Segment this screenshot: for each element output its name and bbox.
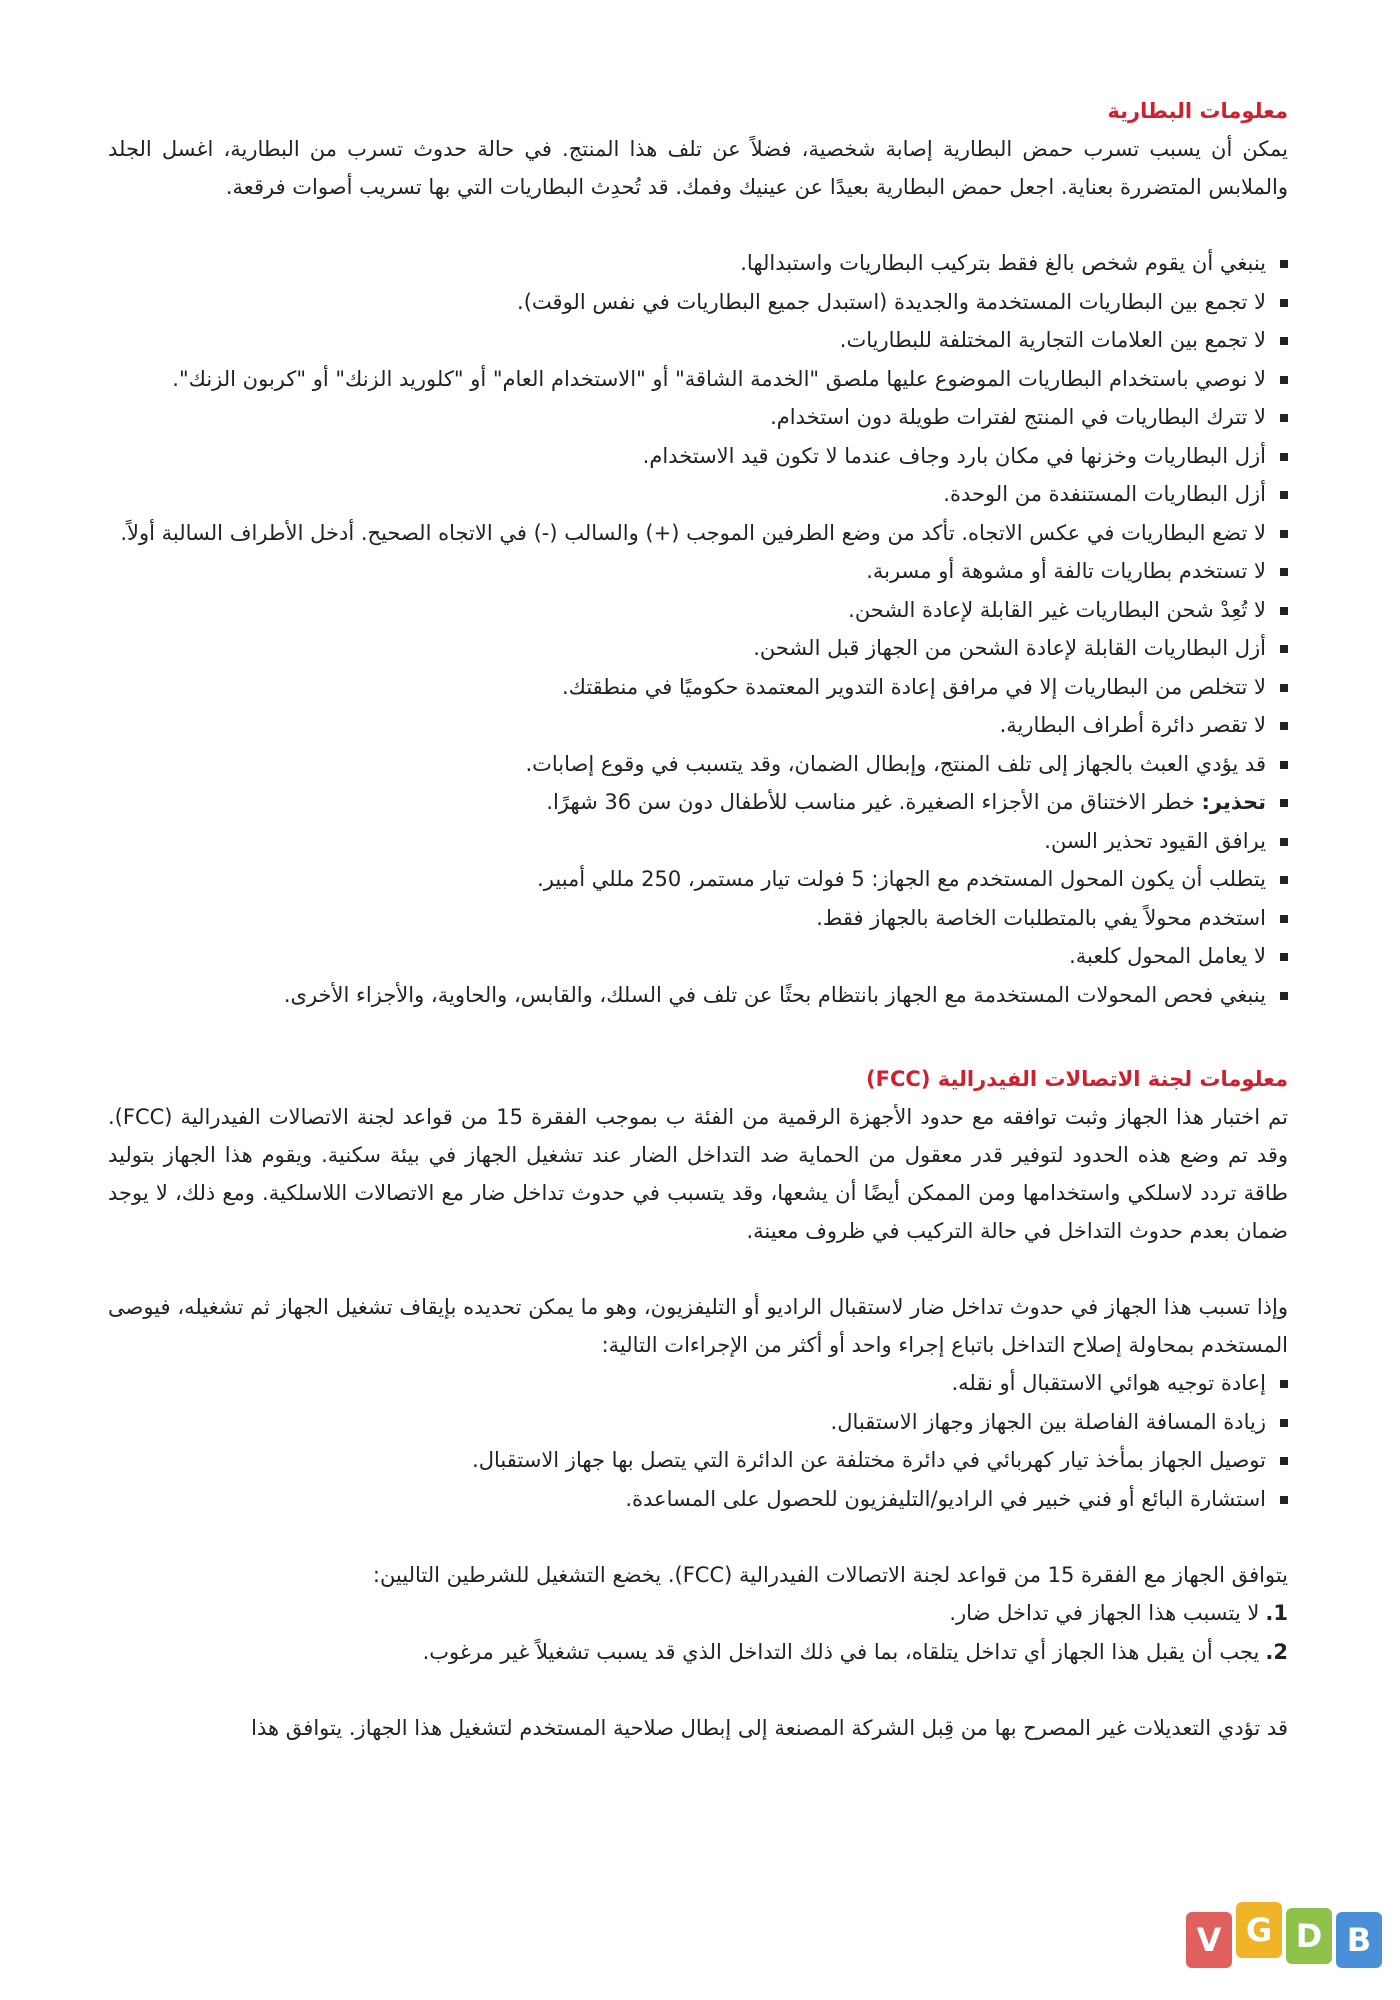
list-item: توصيل الجهاز بمأخذ تيار كهربائي في دائرة مختلفة عن الدائرة التي يتصل بها جهاز الاستقبال. (108, 1441, 1288, 1480)
warning-label: تحذير: (1201, 790, 1266, 814)
document-page (108, 92, 1288, 1747)
warning-item (108, 783, 1288, 822)
list-item: ينبغي أن يقوم شخص بالغ فقط بتركيب البطاريات واستبدالها. (108, 244, 1288, 283)
vgdb-logo (1186, 1912, 1382, 1968)
list-item: لا تُعِدْ شحن البطاريات غير القابلة لإعادة الشحن. (108, 591, 1288, 630)
list-item: يرافق القيود تحذير السن. (108, 822, 1288, 861)
list-item: لا يعامل المحول كلعبة. (108, 937, 1288, 976)
list-item: إعادة توجيه هوائي الاستقبال أو نقله. (108, 1364, 1288, 1403)
battery-bullet-list (108, 244, 1288, 1014)
condition-text: يجب أن يقبل هذا الجهاز أي تداخل يتلقاه، بما في ذلك التداخل الذي قد يسبب تشغيلاً غير مرغوب. (422, 1639, 1260, 1664)
list-item: استشارة البائع أو فني خبير في الراديو/التليفزيون للحصول على المساعدة. (108, 1480, 1288, 1519)
condition-number: 2. (1265, 1639, 1288, 1664)
fcc-final-paragraph: قد تؤدي التعديلات غير المصرح بها من قِبل الشركة المصنعة إلى إبطال صلاحية المستخدم لتشغيل هذا الجهاز. يتوافق هذا (251, 1716, 1288, 1740)
list-item: لا تتخلص من البطاريات إلا في مرافق إعادة التدوير المعتمدة حكوميًا في منطقتك. (108, 668, 1288, 707)
list-item: لا تجمع بين البطاريات المستخدمة والجديدة (استبدل جميع البطاريات في نفس الوقت). (108, 283, 1288, 322)
list-item: ينبغي فحص المحولات المستخدمة مع الجهاز بانتظام بحثًا عن تلف في السلك، والقابس، والحاوية، والأجزاء الأخرى. (108, 976, 1288, 1015)
fcc-measures-list (108, 1364, 1288, 1518)
list-item: لا تقصر دائرة أطراف البطارية. (108, 706, 1288, 745)
list-item: استخدم محولاً يفي بالمتطلبات الخاصة بالجهاز فقط. (108, 899, 1288, 938)
condition-text: لا يتسبب هذا الجهاز في تداخل ضار. (949, 1601, 1260, 1625)
list-item: أزل البطاريات القابلة لإعادة الشحن من الجهاز قبل الشحن. (108, 629, 1288, 668)
fcc-conditions-list (108, 1594, 1288, 1671)
fcc-paragraph-2: وإذا تسبب هذا الجهاز في حدوث تداخل ضار لاستقبال الراديو أو التليفزيون، وهو ما يمكن تحديده بإيقاف تشغيل الجهاز ثم تشغيله، فيوصى المستخدم بمحاولة إصلاح التداخل باتباع إجراء واحد أو أكثر من الإجراءات التالية: (108, 1295, 1288, 1357)
fcc-paragraph-1: تم اختبار هذا الجهاز وثبت توافقه مع حدود الأجهزة الرقمية من الفئة ب بموجب الفقرة 15 من قواعد لجنة الاتصالات الفيدرالية (FCC). وقد تم وضع هذه الحدود لتوفير قدر معقول من الحماية ضد التداخل الضار عند تشغيل الجهاز في بيئة سكنية. ويقوم هذا الجهاز بتوليد طاقة تردد لاسلكي واستخدامها ومن الممكن أيضًا أن يشعها، وقد يتسبب في حدوث تداخل ضار مع الاتصالات اللاسلكية. ومع ذلك، لا يوجد ضمان بعدم حدوث التداخل في حالة التركيب في ظروف معينة. (108, 1105, 1288, 1243)
warning-text: خطر الاختناق من الأجزاء الصغيرة. غير مناسب للأطفال دون سن 36 شهرًا. (546, 790, 1202, 814)
fcc-compliance-intro: يتوافق الجهاز مع الفقرة 15 من قواعد لجنة الاتصالات الفيدرالية (FCC). يخضع التشغيل للشرطين التاليين: (372, 1563, 1288, 1587)
logo-tile-v: V (1186, 1912, 1232, 1968)
list-item: لا نوصي باستخدام البطاريات الموضوع عليها ملصق "الخدمة الشاقة" أو "الاستخدام العام" أو "كلوريد الزنك" أو "كربون الزنك". (108, 360, 1288, 399)
fcc-heading: معلومات لجنة الاتصالات الفيدرالية (FCC) (866, 1067, 1288, 1091)
logo-tile-g: G (1236, 1902, 1282, 1958)
list-item: لا تجمع بين العلامات التجارية المختلفة للبطاريات. (108, 321, 1288, 360)
list-item: أزل البطاريات وخزنها في مكان بارد وجاف عندما لا تكون قيد الاستخدام. (108, 437, 1288, 476)
list-item: لا تترك البطاريات في المنتج لفترات طويلة دون استخدام. (108, 398, 1288, 437)
logo-tile-d: D (1286, 1908, 1332, 1964)
list-item: لا تضع البطاريات في عكس الاتجاه. تأكد من وضع الطرفين الموجب (+) والسالب (-) في الاتجاه الصحيح. أدخل الأطراف السالبة أولاً. (108, 514, 1288, 553)
list-item (108, 1594, 1288, 1633)
battery-heading: معلومات البطارية (1107, 99, 1288, 123)
list-item (108, 1633, 1288, 1672)
list-item: لا تستخدم بطاريات تالفة أو مشوهة أو مسربة. (108, 552, 1288, 591)
logo-tile-b: B (1336, 1912, 1382, 1968)
battery-paragraph: يمكن أن يسبب تسرب حمض البطارية إصابة شخصية، فضلاً عن تلف هذا المنتج. في حالة حدوث تسرب من البطارية، اغسل الجلد والملابس المتضررة بعناية. اجعل حمض البطارية بعيدًا عن عينيك وفمك. قد تُحدِث البطاريات التي بها تسريب أصوات فرقعة. (108, 137, 1288, 199)
list-item: يتطلب أن يكون المحول المستخدم مع الجهاز: 5 فولت تيار مستمر، 250 مللي أمبير. (108, 860, 1288, 899)
list-item: قد يؤدي العبث بالجهاز إلى تلف المنتج، وإبطال الضمان، وقد يتسبب في وقوع إصابات. (108, 745, 1288, 784)
list-item: أزل البطاريات المستنفدة من الوحدة. (108, 475, 1288, 514)
list-item: زيادة المسافة الفاصلة بين الجهاز وجهاز الاستقبال. (108, 1403, 1288, 1442)
condition-number: 1. (1265, 1601, 1288, 1625)
